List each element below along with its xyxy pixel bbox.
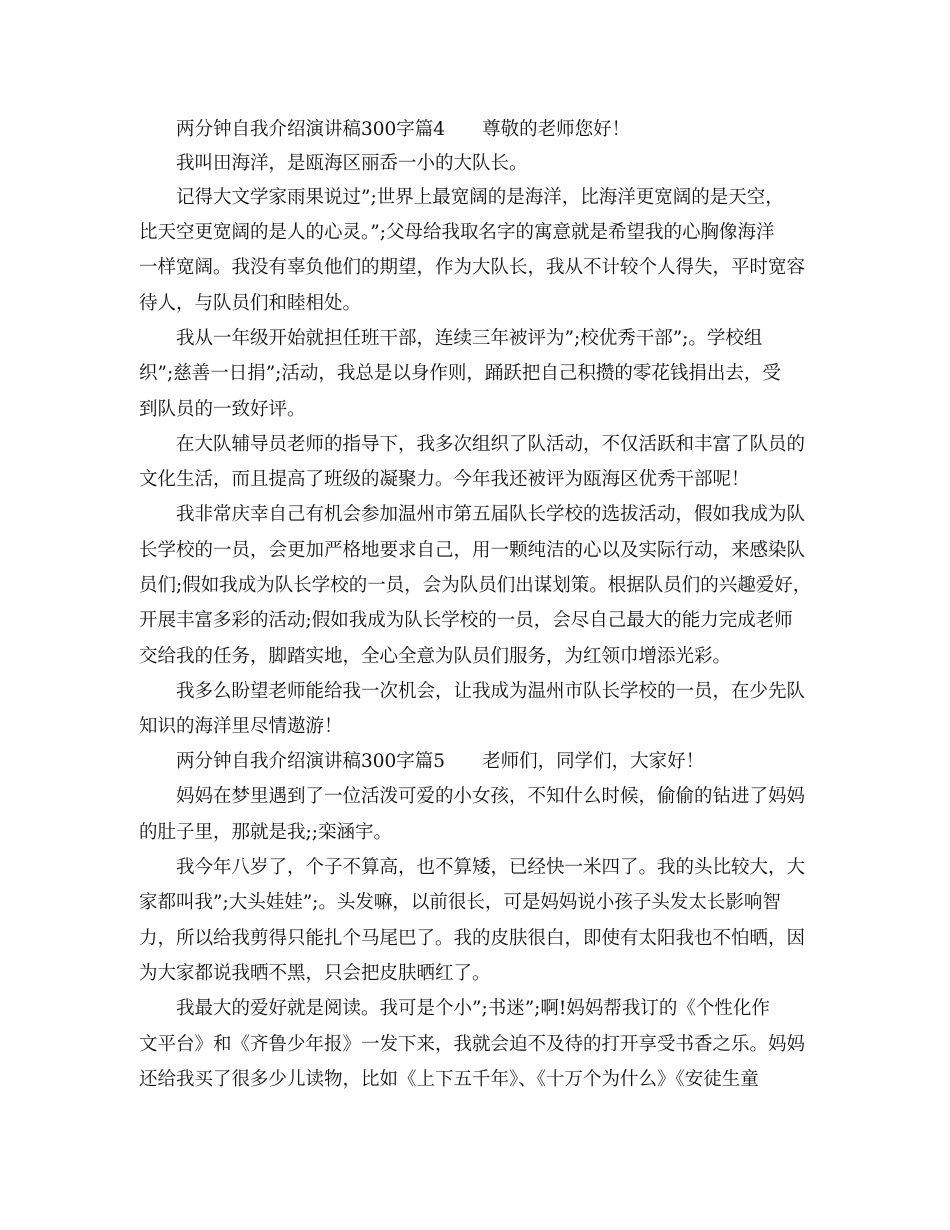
text-line: 员们;假如我成为队长学校的一员，会为队员们出谋划策。根据队员们的兴趣爱好，: [139, 575, 812, 596]
text-line: 一样宽阔。我没有辜负他们的期望，作为大队长，我从不计较个人得失，平时宽容: [139, 257, 806, 278]
text-line: 织”;慈善一日捐”;活动，我总是以身作则，踊跃把自己积攒的零花钱捐出去，受: [139, 363, 781, 384]
text-line: 待人，与队员们和睦相处。: [139, 293, 362, 314]
text-line: 记得大文学家雨果说过”;世界上最宽阔的是海洋，比海洋更宽阔的是天空，: [176, 187, 784, 208]
text-line: 比天空更宽阔的是人的心灵。”;父母给我取名字的寓意就是希望我的心胸像海洋: [139, 222, 775, 243]
text-line: 到队员的一致好评。: [139, 399, 306, 420]
text-line: 我非常庆幸自己有机会参加温州市第五届队长学校的选拔活动，假如我成为队: [176, 504, 806, 525]
text-line: 力，所以给我剪得只能扎个马尾巴了。我的皮肤很白，即使有太阳我也不怕晒，因: [139, 928, 806, 949]
text-line: 我最大的爱好就是阅读。我可是个小”;书迷”;啊!妈妈帮我订的《个性化作: [176, 998, 770, 1019]
text-line: 在大队辅导员老师的指导下，我多次组织了队活动，不仅活跃和丰富了队员的: [176, 434, 806, 455]
text-line: 文平台》和《齐鲁少年报》一发下来，我就会迫不及待的打开享受书香之乐。妈妈: [139, 1034, 806, 1055]
text-line: 知识的海洋里尽情遨游！: [139, 716, 343, 737]
text-line: 开展丰富多彩的活动;假如我成为队长学校的一员，会尽自己最大的能力完成老师: [139, 610, 793, 631]
text-line: 长学校的一员，会更加严格地要求自己，用一颗纯洁的心以及实际行动，来感染队: [139, 540, 806, 561]
text-line: 的肚子里，那就是我;;栾涵宇。: [139, 822, 392, 843]
text-line: 文化生活，而且提高了班级的凝聚力。今年我还被评为瓯海区优秀干部呢！: [139, 469, 750, 490]
text-line: 为大家都说我晒不黑，只会把皮肤晒红了。: [139, 963, 491, 984]
text-line: 两分钟自我介绍演讲稿300字篇4 尊敬的老师您好！: [176, 119, 631, 140]
text-line: 我多么盼望老师能给我一次机会，让我成为温州市队长学校的一员，在少先队: [176, 681, 806, 702]
text-line: 妈妈在梦里遇到了一位活泼可爱的小女孩，不知什么时候，偷偷的钻进了妈妈: [176, 786, 806, 807]
text-line: 家都叫我”;大头娃娃”;。头发嘛，以前很长，可是妈妈说小孩子头发太长影响智: [139, 892, 781, 913]
text-line: 交给我的任务，脚踏实地，全心全意为队员们服务，为红领巾增添光彩。: [139, 646, 732, 667]
text-line: 还给我买了很多少儿读物，比如《上下五千年》、《十万个为什么》《安徒生童: [139, 1069, 759, 1090]
text-line: 我从一年级开始就担任班干部，连续三年被评为”;校优秀干部”;。学校组: [176, 328, 763, 349]
text-line: 我叫田海洋，是瓯海区丽岙一小的大队长。: [176, 153, 528, 174]
text-line: 两分钟自我介绍演讲稿300字篇5 老师们，同学们，大家好！: [176, 751, 705, 772]
text-line: 我今年八岁了，个子不算高，也不算矮，已经快一米四了。我的头比较大，大: [176, 857, 806, 878]
